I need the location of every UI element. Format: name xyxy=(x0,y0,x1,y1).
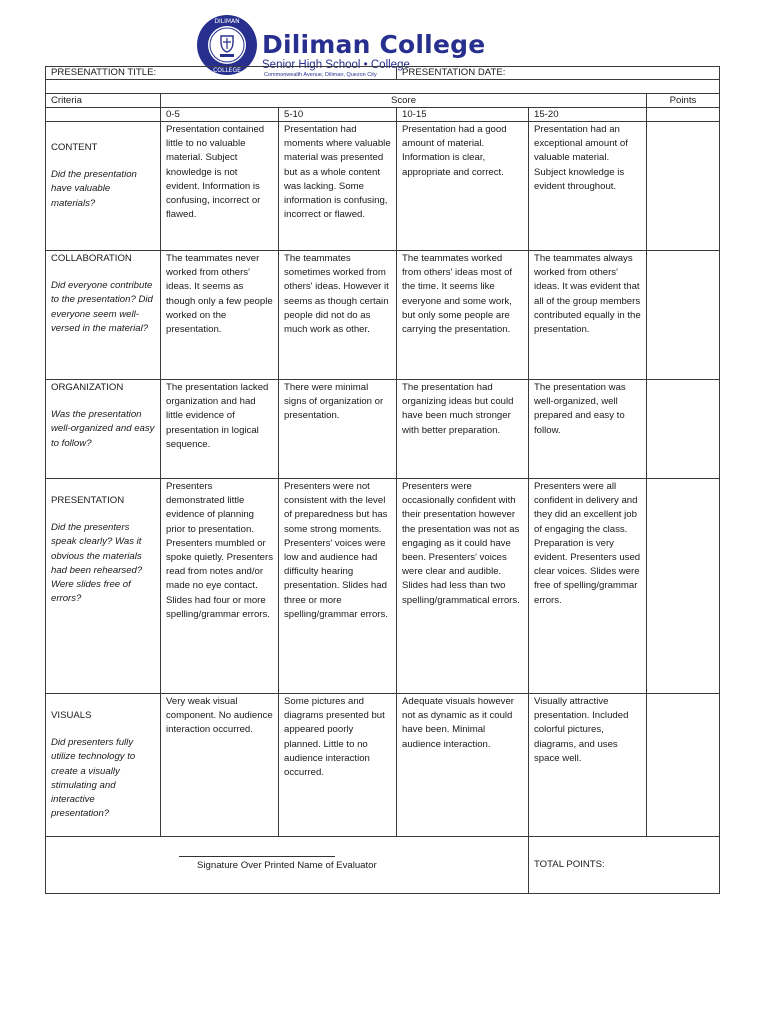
total-points-label: TOTAL POINTS: xyxy=(534,858,605,870)
rubric-row-content xyxy=(46,122,720,251)
rubric-cell: The presentation lacked organization and had little evidence of presentation in logical sequence. xyxy=(161,380,279,479)
rubric-cell: Some pictures and diagrams presented but appeared poorly planned. Little to no audience interaction occurred. xyxy=(279,694,397,837)
criterion-cell xyxy=(46,251,161,380)
criteria-header: Criteria xyxy=(46,94,161,108)
rubric-cell: The presentation had organizing ideas but could have been much stronger with better preparation. xyxy=(397,380,529,479)
rubric-row-organization xyxy=(46,380,720,479)
signature-label: Signature Over Printed Name of Evaluator xyxy=(197,860,377,872)
range-1: 5-10 xyxy=(279,108,397,122)
score-header: Score xyxy=(161,94,647,108)
rubric-row-presentation xyxy=(46,479,720,694)
header-row xyxy=(46,94,720,108)
points-cell[interactable] xyxy=(647,380,720,479)
rubric-cell: Presentation contained little to no valuable material. Subject knowledge is not evident. Information is confusing, incorrect or flawed. xyxy=(161,122,279,251)
presentation-date-label: PRESENTATION DATE: xyxy=(402,67,506,78)
presentation-date-field[interactable] xyxy=(397,67,720,80)
criterion-cell xyxy=(46,694,161,837)
college-subtitle: Senior High School • College xyxy=(262,59,410,71)
rubric-cell: There were minimal signs of organization or presentation. xyxy=(279,380,397,479)
points-cell[interactable] xyxy=(647,694,720,837)
rubric-cell: The teammates never worked from others' ideas. It seems as though only a few people worked on the presentation. xyxy=(161,251,279,380)
criterion-name: VISUALS xyxy=(51,710,92,721)
total-points-cell[interactable] xyxy=(529,837,720,894)
signature-row xyxy=(46,837,720,894)
rubric-table xyxy=(45,66,720,894)
college-address: Commonwealth Avenue, Diliman, Quezon City xyxy=(264,72,377,78)
points-cell[interactable] xyxy=(647,122,720,251)
criterion-cell xyxy=(46,380,161,479)
svg-text:DILIMAN: DILIMAN xyxy=(214,18,240,25)
rubric-cell: Presenters were not consistent with the level of preparedness but has some strong moments. Presenters' voices were low and audience had difficulty hearing presentation. Slides had three or more spelling/grammar errors. xyxy=(279,479,397,694)
range-row xyxy=(46,108,720,122)
rubric-cell: Presenters were occasionally confident with their presentation however the presentation was not as engaging as it could have been. Presenters' voices were clear and audible. Slides had less than two spelling/grammatical errors. xyxy=(397,479,529,694)
criterion-name: COLLABORATION xyxy=(51,253,132,264)
rubric-cell: The teammates worked from others' ideas most of the time. It seems like everyone and some work, but only some people are carrying the presentation. xyxy=(397,251,529,380)
criterion-cell xyxy=(46,479,161,694)
points-header: Points xyxy=(647,94,720,108)
criterion-question: Was the presentation well-organized and easy to follow? xyxy=(51,409,155,449)
rubric-cell: Adequate visuals however not as dynamic as it could have been. Minimal audience interaction. xyxy=(397,694,529,837)
rubric-cell: Presenters were all confident in delivery and they did an excellent job of engaging the class. Preparation is very evident. Presenters used clear voices. Slides were free of spelling/grammar errors. xyxy=(529,479,647,694)
rubric-row-visuals xyxy=(46,694,720,837)
rubric-cell: The presentation was well-organized, well prepared and easy to follow. xyxy=(529,380,647,479)
rubric-cell: The teammates always worked from others' ideas. It was evident that all of the group members contributed equally in the presentation. xyxy=(529,251,647,380)
criterion-cell xyxy=(46,122,161,251)
rubric-cell: Presentation had a good amount of material. Information is clear, appropriate and correct. xyxy=(397,122,529,251)
criterion-question: Did everyone contribute to the presentation? Did everyone seem well-versed in the material? xyxy=(51,280,153,334)
range-3: 15-20 xyxy=(529,108,647,122)
range-2: 10-15 xyxy=(397,108,529,122)
rubric-cell: Very weak visual component. No audience interaction occurred. xyxy=(161,694,279,837)
svg-text:COLLEGE: COLLEGE xyxy=(213,67,241,74)
range-0: 0-5 xyxy=(161,108,279,122)
criterion-name: PRESENTATION xyxy=(51,495,125,506)
signature-line xyxy=(179,856,335,857)
presentation-title-label: PRESENATTION TITLE: xyxy=(51,67,157,78)
blank-row xyxy=(46,80,720,94)
rubric-cell: Visually attractive presentation. Included colorful pictures, diagrams, and uses space well. xyxy=(529,694,647,837)
criterion-name: CONTENT xyxy=(51,142,98,153)
title-row xyxy=(46,67,720,80)
points-cell[interactable] xyxy=(647,479,720,694)
rubric-cell: Presentation had an exceptional amount of valuable material. Subject knowledge is evident throughout. xyxy=(529,122,647,251)
criterion-name: ORGANIZATION xyxy=(51,382,124,393)
rubric-cell: Presentation had moments where valuable material was presented but as a whole content was lacking. Some information is confusing, incorrect or flawed. xyxy=(279,122,397,251)
college-name: Diliman College xyxy=(262,30,486,59)
rubric-cell: Presenters demonstrated little evidence of planning prior to presentation. Presenters mumbled or spoke quietly. Presenters read from notes and/or made no eye contact. Slides had four or more spelling/grammar errors. xyxy=(161,479,279,694)
presentation-title-field[interactable] xyxy=(46,67,397,80)
rubric-row-collaboration xyxy=(46,251,720,380)
criterion-question: Did the presentation have valuable materials? xyxy=(51,169,137,209)
signature-cell[interactable] xyxy=(46,837,529,894)
points-cell[interactable] xyxy=(647,251,720,380)
rubric-cell: The teammates sometimes worked from others' ideas. However it seems as though certain people did not do as much work as other. xyxy=(279,251,397,380)
criterion-question: Did presenters fully utilize technology to create a visually stimulating and interactive presentation? xyxy=(51,737,136,820)
criterion-question: Did the presenters speak clearly? Was it obvious the materials had been rehearsed? Were slides free of errors? xyxy=(51,522,143,605)
